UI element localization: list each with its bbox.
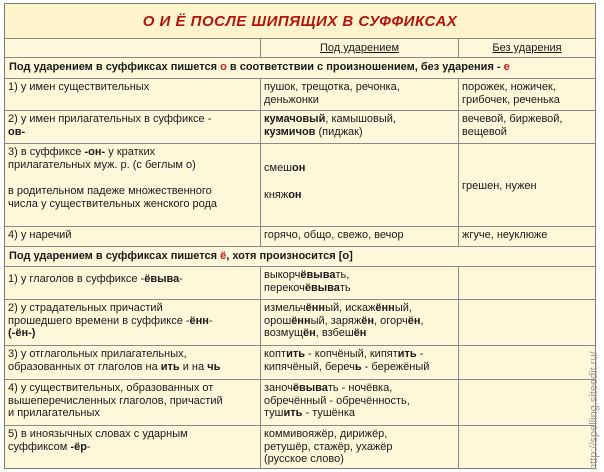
rule-line: 2) у страдательных причастий [8,302,163,314]
section2-letter-yo: ё [220,250,227,262]
stressed-examples [261,300,459,345]
example-line: выкорчёвывать, [264,269,350,281]
example-line: обречённый - обречённость, [264,394,410,407]
table-row [5,345,595,379]
example-line: порожек, ножичек, [462,81,556,93]
rule-suffix: ов- [8,125,26,138]
unstressed-examples [459,426,595,469]
example-line: княжон [264,188,302,201]
rule-line: прилагательных муж. р. (с беглым о) [8,158,196,171]
rule-cell [5,111,261,143]
table-row [5,78,595,110]
example-line: коптить - копчёный, кипятить - [264,348,424,360]
rule-line: образованных от глаголов на ить и на чь [8,360,221,373]
stressed-examples [261,267,459,299]
rule-line: 3) у отглагольных прилагательных, [8,348,187,360]
stressed-examples [261,144,459,226]
section2-text-a: Под ударением в суффиксах пишется [9,250,221,262]
section1-letter-o: о [220,61,227,73]
example-line: заночёвывать - ночёвка, [264,382,393,394]
unstressed-examples: жгуче, неуклюже [462,229,548,241]
unstressed-examples [459,111,595,143]
rule-line: 1) у глаголов в суффиксе -ёвыва- [8,273,183,285]
rule-line: 2) у имен прилагательных в суффиксе - [8,113,212,125]
stressed-examples [261,380,459,425]
example-line: кумачовый, камышовый, [264,113,396,125]
unstressed-examples [459,267,595,299]
rule-line: вышеперечисленных глаголов, причастий [8,394,223,407]
header-col3: Без ударения [492,42,562,54]
example-line: измельчённый, искажённый, [264,302,412,314]
rule-cell [5,300,261,345]
rule-line: 3) в суффиксе -он- у кратких [8,146,156,158]
stressed-examples [261,79,459,110]
rule-line: прошедшего времени в суффиксе -ённ- [8,314,213,327]
example-line: вещевой [462,125,507,138]
unstressed-examples [459,380,595,425]
example-line: кипячёный, беречь - бережёный [264,360,430,373]
stressed-examples [261,111,459,143]
rule-line: и прилагательных [8,407,100,419]
example-line: коммивояжёр, дирижёр, [264,428,388,440]
section-heading-o [5,57,595,78]
example-line: ретушёр, стажёр, ухажёр [264,440,393,453]
rule-line: числа у существительных женского рода [8,197,218,210]
example-line: пушок, трещотка, речонка, [264,81,400,93]
rule-cell [5,426,261,469]
stressed-examples [261,426,459,469]
section1-letter-e: е [503,61,510,73]
rule-line: (-ён-) [8,327,36,339]
example-line: орошённый, заряжён, огорчён, [264,314,424,327]
stressed-examples: горячо, общо, свежо, вечор [261,227,459,246]
section1-text-a: Под ударением в суффиксах пишется [9,61,221,73]
rule-line: 5) в иноязычных словах с ударным [8,428,188,440]
rule-cell [5,380,261,425]
unstressed-examples [459,300,595,345]
example-line: возмущён, взбешён [264,327,367,339]
stressed-examples [261,346,459,379]
table-row [5,379,595,425]
unstressed-examples [459,79,595,110]
table-header [5,38,595,57]
rule-cell [5,346,261,379]
example-line: грешен, нужен [462,180,537,192]
section1-text-b: в соответствии с произношением, без ударения - [226,61,504,73]
section2-text-b: , хотя произносится [о] [226,250,353,262]
source-watermark: http://spelling.siteedit.ru/ [588,351,600,470]
unstressed-examples [459,144,595,226]
rule-line: суффиксом -ёр- [8,440,91,453]
orthography-table [4,3,596,469]
header-col1 [5,39,261,57]
table-row [5,266,595,299]
section-heading-yo [5,246,595,266]
header-col2: Под ударением [261,39,459,57]
table-row [5,143,595,226]
rule-line: в родительном падеже множественного [8,185,212,197]
page-title: О И Ё ПОСЛЕ ШИПЯЩИХ В СУФФИКСАХ [5,4,595,38]
unstressed-examples [459,346,595,379]
rule-cell: 4) у наречий [5,227,261,246]
rule-cell: 1) у имен существительных [5,79,261,110]
example-line: грибочек, реченька [462,93,560,106]
table-row [5,226,595,246]
example-line: вечевой, биржевой, [462,113,563,125]
example-line: смешон [264,162,306,174]
table-row [5,425,595,469]
rule-cell [5,267,261,299]
example-line: кузмичов (пиджак) [264,125,363,138]
example-line: деньжонки [264,93,319,106]
rule-line: 4) у существительных, образованных от [8,382,214,394]
example-line: (русское слово) [264,453,344,465]
example-line: тушить - тушёнка [264,407,356,419]
table-row [5,110,595,143]
rule-cell [5,144,261,226]
example-line: перекочёвывать [264,281,351,294]
table-row [5,299,595,345]
